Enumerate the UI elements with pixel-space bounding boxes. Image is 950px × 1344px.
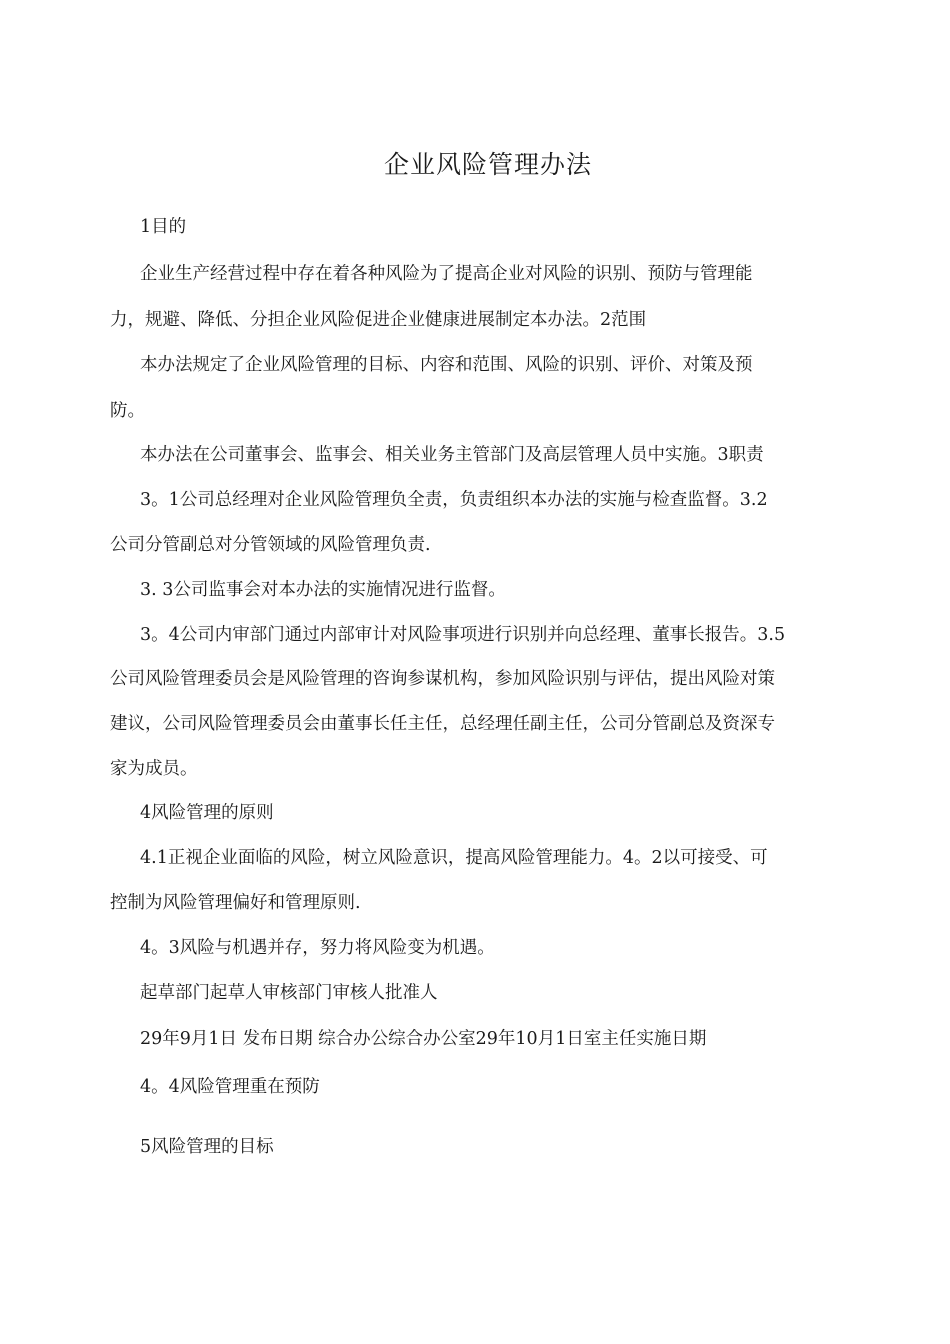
section-heading-purpose: 1目的 xyxy=(140,217,187,237)
paragraph-line: 本办法在公司董事会、监事会、相关业务主管部门及高层管理人员中实施。3职责 xyxy=(140,445,764,465)
paragraph-line: 4.1正视企业面临的风险，树立风险意识，提高风险管理能力。4。2以可接受、可 xyxy=(140,848,768,868)
paragraph-line: 本办法规定了企业风险管理的目标、内容和范围、风险的识别、评价、对策及预 xyxy=(140,355,753,375)
paragraph-line: 3. 3公司监事会对本办法的实施情况进行监督。 xyxy=(140,580,506,600)
paragraph-line: 4。4风险管理重在预防 xyxy=(140,1077,320,1097)
paragraph-line: 3。1公司总经理对企业风险管理负全责，负责组织本办法的实施与检查监督。3.2 xyxy=(140,490,768,510)
paragraph-line: 公司风险管理委员会是风险管理的咨询参谋机构，参加风险识别与评估，提出风险对策 xyxy=(110,669,775,689)
section-heading-principles: 4风险管理的原则 xyxy=(140,803,274,823)
paragraph-line: 力，规避、降低、分担企业风险促进企业健康进展制定本办法。2范围 xyxy=(110,310,647,330)
paragraph-line: 4。3风险与机遇并存，努力将风险变为机遇。 xyxy=(140,938,495,958)
paragraph-line: 3。4公司内审部门通过内部审计对风险事项进行识别并向总经理、董事长报告。3.5 xyxy=(140,625,786,645)
section-heading-objectives: 5风险管理的目标 xyxy=(140,1137,274,1157)
paragraph-line: 防。 xyxy=(110,401,145,421)
paragraph-line: 建议，公司风险管理委员会由董事长任主任，总经理任副主任，公司分管副总及资深专 xyxy=(110,714,775,734)
approval-header-line: 起草部门起草人审核部门审核人批准人 xyxy=(140,983,438,1003)
paragraph-line: 公司分管副总对分管领域的风险管理负责. xyxy=(110,535,431,555)
approval-dates-line: 29年9月1日 发布日期 综合办公综合办公室29年10月1日室主任实施日期 xyxy=(140,1029,707,1049)
paragraph-line: 家为成员。 xyxy=(110,759,198,779)
page-title: 企业风险管理办法 xyxy=(383,150,592,179)
paragraph-line: 控制为风险管理偏好和管理原则. xyxy=(110,893,361,913)
paragraph-line: 企业生产经营过程中存在着各种风险为了提高企业对风险的识别、预防与管理能 xyxy=(140,264,753,284)
